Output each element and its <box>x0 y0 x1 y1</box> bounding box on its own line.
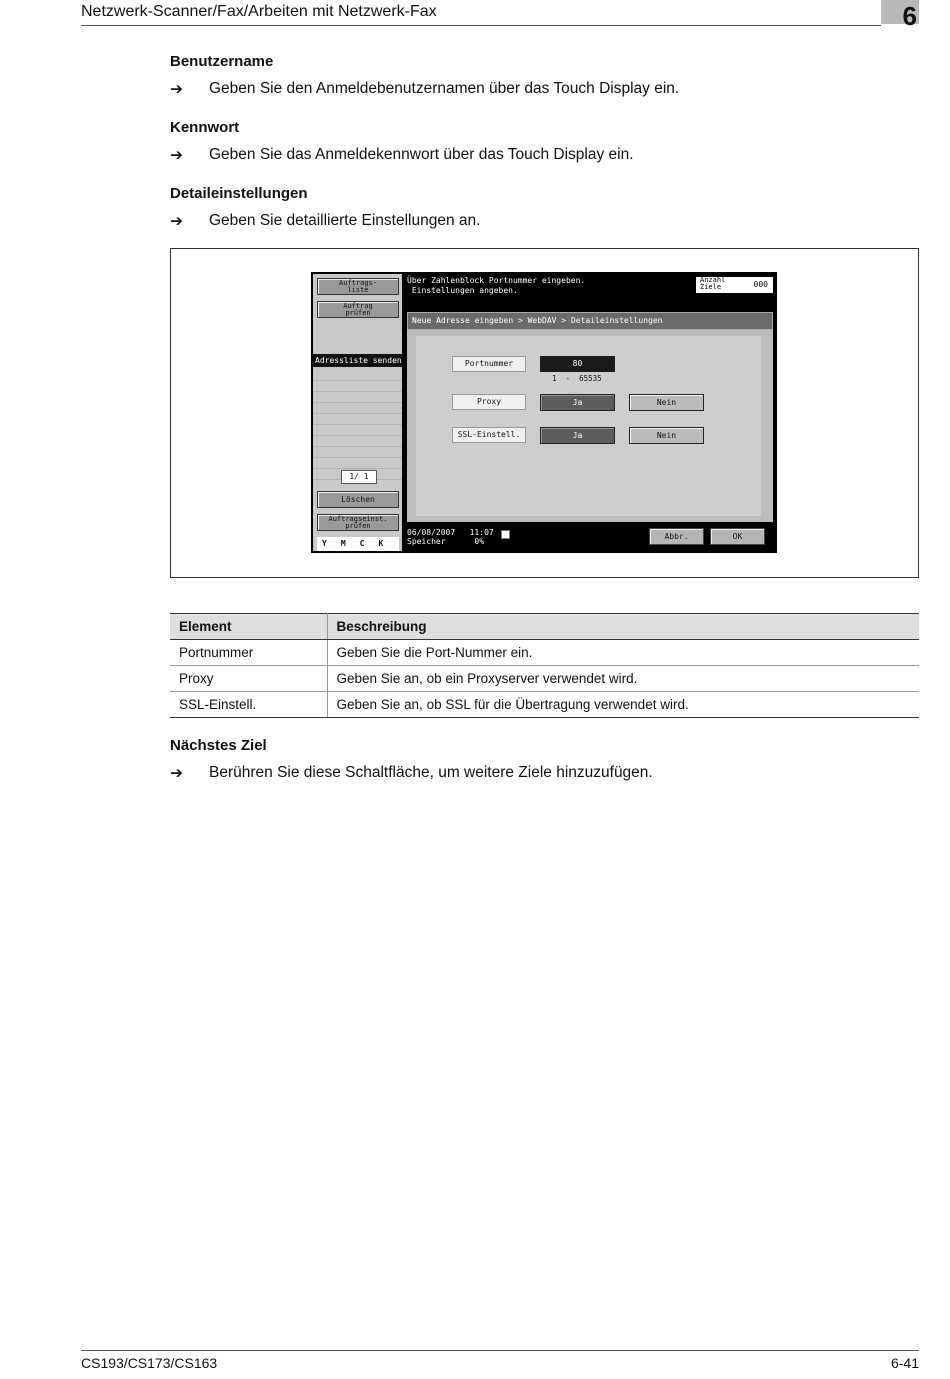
toner-y: Y <box>322 539 327 548</box>
instruction-message: Über Zahlenblock Portnummer eingeben. Einstellungen angeben. <box>407 276 586 295</box>
chapter-tab <box>881 0 919 31</box>
count-label: Anzahl Ziele <box>700 276 726 291</box>
table-row <box>170 640 919 666</box>
arrow-icon: ➔ <box>170 213 183 230</box>
ssl-label: SSL-Einstell. <box>452 427 526 443</box>
step-text: Berühren Sie diese Schaltfläche, um weitere Ziele hinzuzufügen. <box>209 764 653 781</box>
footer-rule <box>81 1350 919 1351</box>
arrow-icon: ➔ <box>170 81 183 98</box>
heading-benutzername: Benutzername <box>170 53 274 70</box>
address-list-label: Adressliste senden <box>315 356 402 365</box>
header-rule <box>81 25 881 26</box>
job-check-button[interactable]: Auftrag prüfen <box>317 301 399 318</box>
step-text: Geben Sie das Anmeldekennwort über das Touch Display ein. <box>209 146 634 163</box>
table-cell: Geben Sie an, ob SSL für die Übertragung verwendet wird. <box>327 692 919 718</box>
cancel-button[interactable]: Abbr. <box>649 528 704 545</box>
heading-detaileinstellungen: Detaileinstellungen <box>170 185 308 202</box>
table-cell: Portnummer <box>170 640 327 666</box>
date-time-memory: 06/08/2007 11:07 Speicher 0% <box>407 528 494 546</box>
port-label: Portnummer <box>452 356 526 372</box>
heading-naechstes-ziel: Nächstes Ziel <box>170 737 267 754</box>
element-description-table <box>170 613 919 718</box>
job-settings-button[interactable]: Auftragseinst. prüfen <box>317 514 399 531</box>
ok-button[interactable]: OK <box>710 528 765 545</box>
table-row <box>170 666 919 692</box>
job-list-button[interactable]: Auftrags- liste <box>317 278 399 295</box>
proxy-no-button[interactable]: Nein <box>629 394 704 411</box>
proxy-label: Proxy <box>452 394 526 410</box>
settings-inner <box>416 336 761 516</box>
ssl-yes-button[interactable]: Ja <box>540 427 615 444</box>
arrow-icon: ➔ <box>170 147 183 164</box>
column-header-element: Element <box>170 614 327 640</box>
arrow-icon: ➔ <box>170 765 183 782</box>
right-panel <box>403 274 775 551</box>
left-panel <box>313 274 402 551</box>
footer-model: CS193/CS173/CS163 <box>81 1355 218 1371</box>
table-cell: Proxy <box>170 666 327 692</box>
count-value: 000 <box>753 280 768 289</box>
port-range: 1 - 65535 <box>552 374 602 383</box>
table-header-row <box>170 614 919 640</box>
control-panel-screenshot <box>311 272 777 553</box>
toner-m: M <box>340 539 346 548</box>
column-header-description: Beschreibung <box>327 614 919 640</box>
destination-count <box>696 277 773 293</box>
settings-area <box>407 330 773 522</box>
delete-button[interactable]: Löschen <box>317 491 399 508</box>
table-cell: Geben Sie die Port-Nummer ein. <box>327 640 919 666</box>
port-value[interactable]: 80 <box>540 356 615 372</box>
breadcrumb: Neue Adresse eingeben > WebDAV > Detaileinstellungen <box>407 312 773 330</box>
heading-kennwort: Kennwort <box>170 119 240 136</box>
address-list-rows <box>313 370 402 480</box>
table-cell: SSL-Einstell. <box>170 692 327 718</box>
toner-c: C <box>359 539 365 548</box>
running-header-title: Netzwerk-Scanner/Fax/Arbeiten mit Netzwerk-Fax <box>81 3 437 20</box>
page-indicator: 1/ 1 <box>341 470 377 484</box>
status-icon <box>501 530 510 539</box>
step-text: Geben Sie detaillierte Einstellungen an. <box>209 212 481 229</box>
footer-page-number: 6-41 <box>890 1355 919 1371</box>
toner-k: K <box>378 539 384 548</box>
chapter-number: 6 <box>902 1 917 31</box>
table-cell: Geben Sie an, ob ein Proxyserver verwendet wird. <box>327 666 919 692</box>
table-row <box>170 692 919 718</box>
ssl-no-button[interactable]: Nein <box>629 427 704 444</box>
toner-indicator <box>317 537 399 551</box>
step-text: Geben Sie den Anmeldebenutzernamen über das Touch Display ein. <box>209 80 680 97</box>
proxy-yes-button[interactable]: Ja <box>540 394 615 411</box>
